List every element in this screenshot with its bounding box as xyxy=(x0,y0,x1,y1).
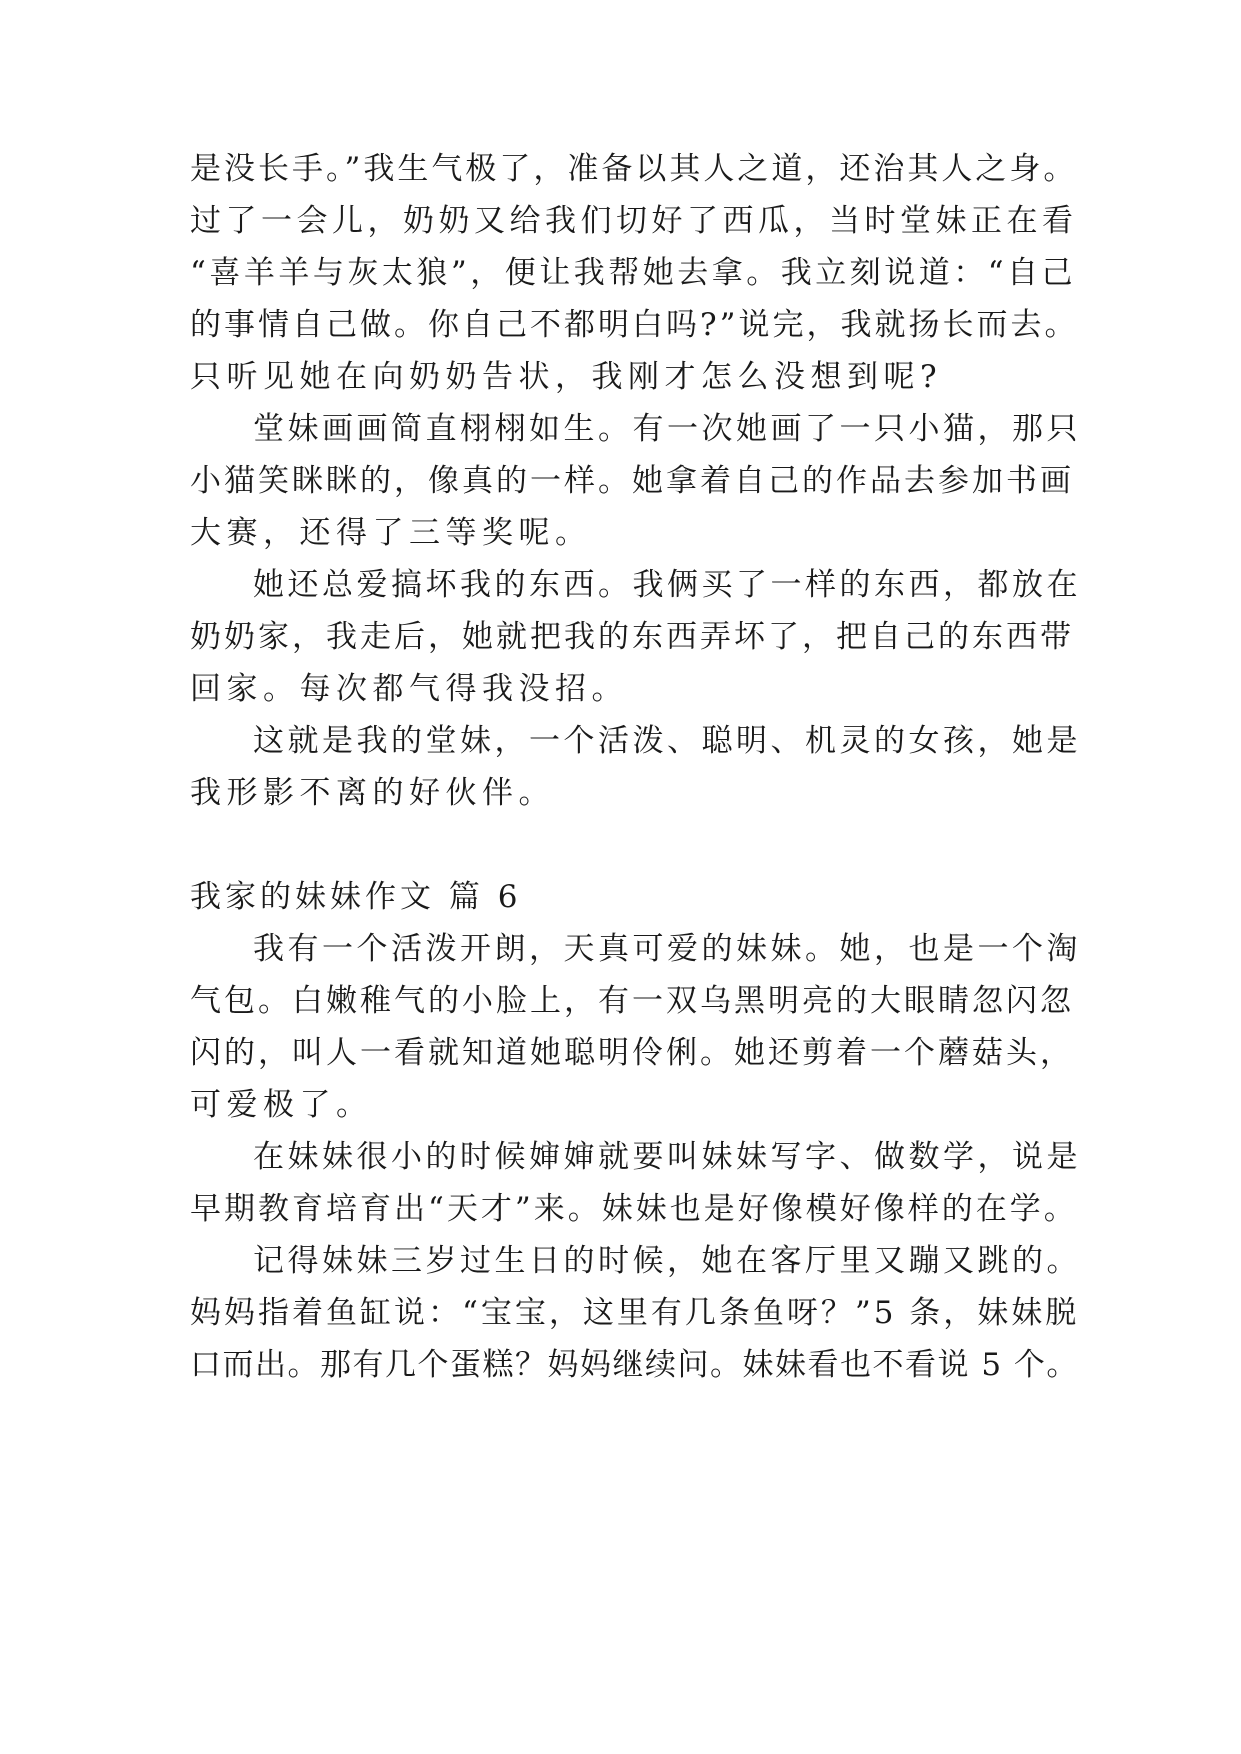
text-line: 可爱极了。 xyxy=(190,1087,373,1123)
paragraph-start: 她还总爱搞坏我的东西。我俩买了一样的东西，都放在 xyxy=(253,567,1081,603)
text-line: “喜羊羊与灰太狼”，便让我帮她去拿。我立刻说道：“自己 xyxy=(190,255,1077,291)
paragraph-start: 在妹妹很小的时候婶婶就要叫妹妹写字、做数学，说是 xyxy=(253,1139,1081,1175)
text-line: 闪的，叫人一看就知道她聪明伶俐。她还剪着一个蘑菇头， xyxy=(190,1035,1074,1071)
text-line: 口而出。那有几个蛋糕？妈妈继续问。妹妹看也不看说 5 个。 xyxy=(190,1347,1079,1383)
paragraph-start: 堂妹画画简直栩栩如生。有一次她画了一只小猫，那只 xyxy=(253,411,1081,447)
text-line: 早期教育培育出“天才”来。妹妹也是好像模好像样的在学。 xyxy=(190,1191,1078,1227)
text-line: 奶奶家，我走后，她就把我的东西弄坏了，把自己的东西带 xyxy=(190,619,1074,655)
text-line: 小猫笑眯眯的，像真的一样。她拿着自己的作品去参加书画 xyxy=(190,463,1074,499)
text-line: 回家。每次都气得我没招。 xyxy=(190,671,628,707)
text-line: 妈妈指着鱼缸说：“宝宝，这里有几条鱼呀？”5 条，妹妹脱 xyxy=(190,1295,1080,1331)
paragraph-start: 记得妹妹三岁过生日的时候，她在客厅里又蹦又跳的。 xyxy=(253,1243,1081,1279)
text-line: 我形影不离的好伙伴。 xyxy=(190,775,555,811)
text-line: 气包。白嫩稚气的小脸上，有一双乌黑明亮的大眼睛忽闪忽 xyxy=(190,983,1074,1019)
section-heading: 我家的妹妹作文 篇 6 xyxy=(190,879,522,915)
paragraph-start: 我有一个活泼开朗，天真可爱的妹妹。她，也是一个淘 xyxy=(253,931,1081,967)
paragraph-start: 这就是我的堂妹，一个活泼、聪明、机灵的女孩，她是 xyxy=(253,723,1081,759)
text-line: 是没长手。”我生气极了，准备以其人之道，还治其人之身。 xyxy=(190,151,1078,187)
text-line: 大赛，还得了三等奖呢。 xyxy=(190,515,592,551)
text-line: 的事情自己做。你自己不都明白吗?”说完，我就扬长而去。 xyxy=(190,307,1079,343)
text-line: 只听见她在向奶奶告状，我刚才怎么没想到呢? xyxy=(190,359,943,395)
text-line: 过了一会儿，奶奶又给我们切好了西瓜，当时堂妹正在看 xyxy=(190,203,1078,239)
